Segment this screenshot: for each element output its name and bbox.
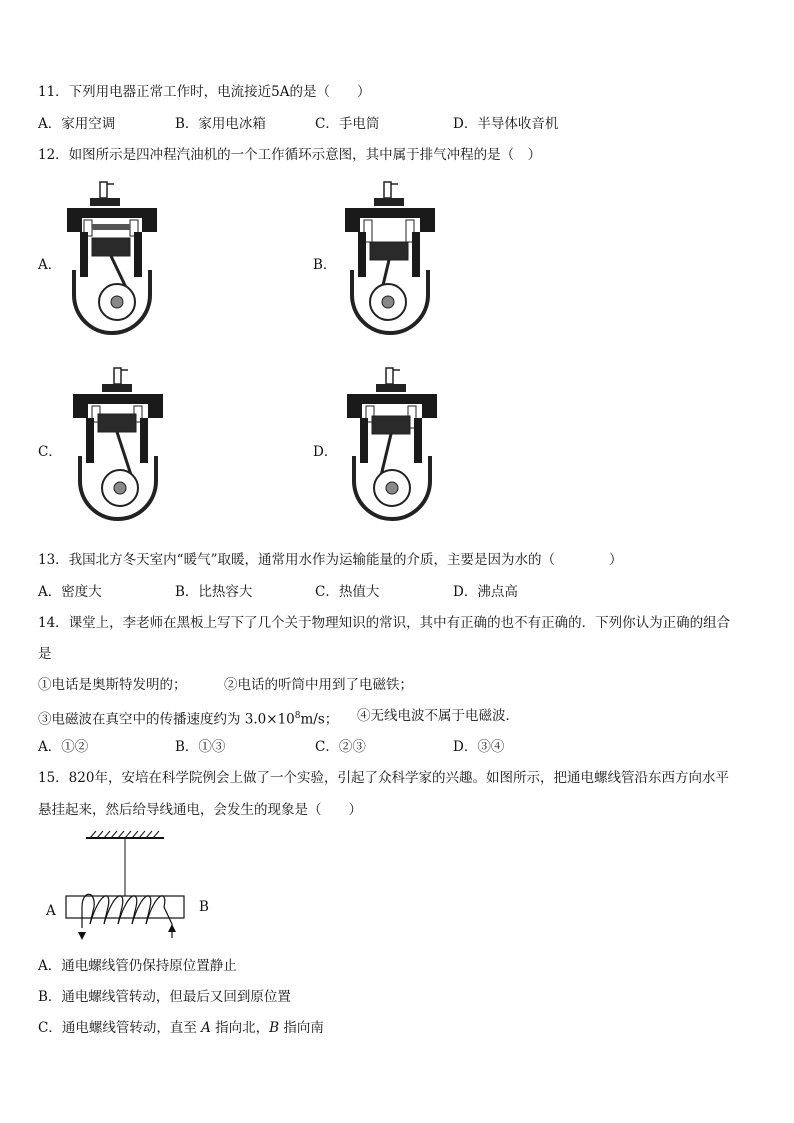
q14-statement-3-prefix: ③电磁波在真空中的传播速度约为 3.0×10 bbox=[38, 711, 295, 728]
q14-statement-3-suffix: m/s； bbox=[300, 711, 339, 728]
q14-option-b: B．①③ bbox=[175, 739, 226, 755]
q14-option-d: D．③④ bbox=[453, 739, 505, 755]
q15-fig-label-b: B bbox=[199, 899, 209, 915]
q15-option-c-b: B bbox=[269, 1020, 280, 1036]
q11-stem: 11．下列用电器正常工作时，电流接近5A的是（ ） bbox=[38, 84, 371, 100]
q12-fig-label-c: C． bbox=[38, 444, 62, 460]
q15-option-c-prefix: C．通电螺线管转动，直至 bbox=[38, 1020, 202, 1036]
engine-diagram-d bbox=[342, 366, 442, 526]
q13-option-c: C．热值大 bbox=[315, 584, 380, 600]
q11-option-d: D．半导体收音机 bbox=[453, 116, 559, 132]
q15-option-b: B．通电螺线管转动，但最后又回到原位置 bbox=[38, 989, 291, 1005]
q15-fig-label-a: A bbox=[46, 903, 56, 919]
q14-statement-4: ④无线电波不属于电磁波． bbox=[357, 708, 519, 724]
q13-option-b: B．比热容大 bbox=[175, 584, 253, 600]
q11-option-b: B．家用电冰箱 bbox=[175, 116, 266, 132]
q15-option-a: A．通电螺线管仍保持原位置静止 bbox=[38, 958, 237, 974]
q12-stem: 12．如图所示是四冲程汽油机的一个工作循环示意图，其中属于排气冲程的是（ ） bbox=[38, 147, 542, 163]
engine-diagram-b bbox=[340, 180, 440, 340]
q13-option-a: A．密度大 bbox=[38, 584, 102, 600]
q15-stem-line2: 悬挂起来，然后给导线通电，会发生的现象是（ ） bbox=[38, 802, 362, 818]
q14-statement-3 bbox=[38, 707, 338, 729]
q12-fig-label-d: D． bbox=[313, 444, 338, 460]
q11-option-a: A．家用空调 bbox=[38, 116, 116, 132]
q14-option-c: C．②③ bbox=[315, 739, 366, 755]
engine-diagram-a bbox=[62, 180, 162, 340]
q14-stem-line2: 是 bbox=[38, 646, 52, 662]
q13-stem: 13．我国北方冬天室内“暖气”取暖，通常用水作为运输能量的介质，主要是因为水的（ ） bbox=[38, 552, 623, 568]
q15-option-c bbox=[38, 1019, 324, 1037]
q12-fig-label-b: B． bbox=[313, 257, 337, 273]
q14-stem-line1: 14．课堂上，李老师在黑板上写下了几个关于物理知识的常识，其中有正确的也不有正确的．下列你认为正确的组合 bbox=[38, 615, 731, 631]
q14-option-a: A．①② bbox=[38, 739, 89, 755]
q14-statement-3-exponent: 8 bbox=[294, 711, 301, 721]
q14-statement-1: ①电话是奥斯特发明的； bbox=[38, 677, 187, 693]
q13-option-d: D．沸点高 bbox=[453, 584, 518, 600]
q15-option-c-suffix: 指向南 bbox=[279, 1020, 324, 1036]
q11-option-c: C．手电筒 bbox=[315, 116, 380, 132]
q14-statement-2: ②电话的听筒中用到了电磁铁； bbox=[224, 677, 413, 693]
engine-diagram-c bbox=[68, 366, 168, 526]
q15-stem-line1: 15．820年，安培在科学院例会上做了一个实验，引起了众科学家的兴趣。如图所示，把通电螺线管沿东西方向水平 bbox=[38, 770, 729, 786]
q15-option-c-mid: 指向北， bbox=[210, 1020, 270, 1036]
solenoid-diagram bbox=[44, 828, 224, 943]
q15-option-c-a: A bbox=[201, 1020, 211, 1036]
q12-fig-label-a: A． bbox=[38, 257, 62, 273]
